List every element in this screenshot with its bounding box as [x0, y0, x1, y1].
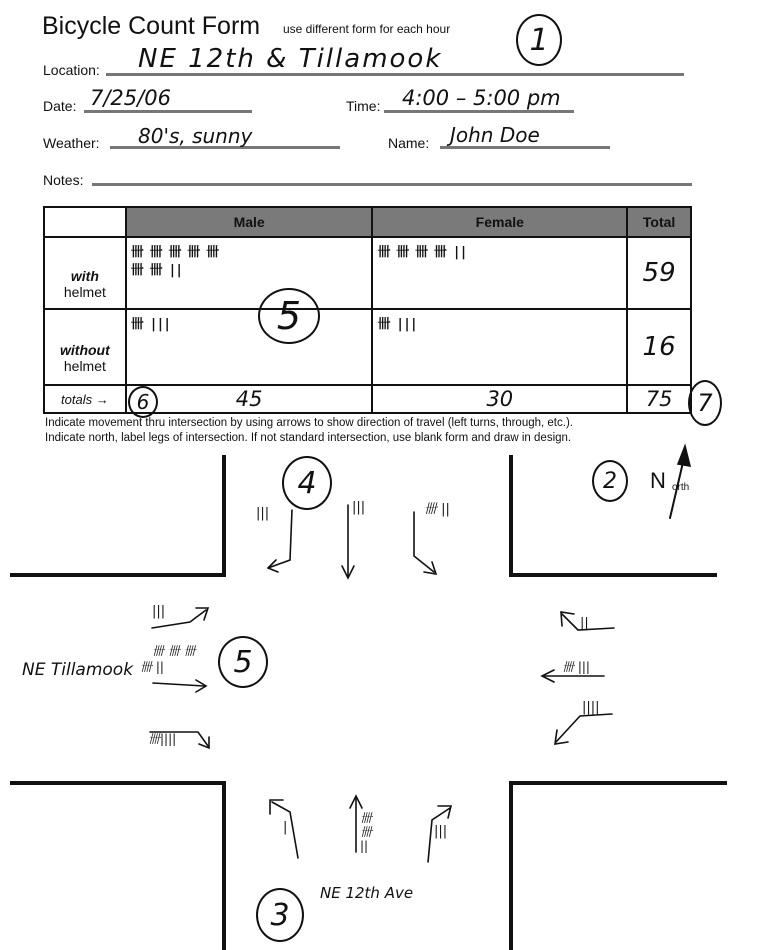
arrow-e-left — [556, 714, 612, 742]
tally-male-with: 卌 卌 卌 卌 卌 卌 卌 || — [130, 245, 219, 278]
time-value[interactable]: 4:00 – 5:00 pm — [402, 86, 561, 110]
time-line — [384, 110, 574, 113]
header-total: Total — [627, 207, 691, 237]
marker-west-leg: 5 — [218, 636, 268, 688]
south-street-label: NE 12th Ave — [320, 884, 414, 902]
tally-w-through-2: 卌 || — [140, 660, 164, 674]
row-label-with-helmet — [44, 237, 126, 309]
tally-e-left: |||| — [582, 700, 600, 715]
corner-cell — [44, 207, 126, 237]
tally-s-through-1: 卌 — [360, 811, 373, 825]
cell-female-with[interactable] — [372, 237, 627, 309]
weather-label: Weather: — [43, 135, 100, 151]
time-label: Time: — [346, 98, 381, 114]
header-male: Male — [126, 207, 373, 237]
row-label-em: without — [60, 342, 110, 358]
count-table — [43, 206, 692, 414]
tally-e-through: 卌 ||| — [562, 660, 590, 674]
tally-n-right: ||| — [256, 506, 270, 521]
tally-n-through: ||| — [352, 500, 366, 515]
north-rest: orth — [672, 482, 690, 493]
arrow-n-right — [268, 510, 292, 568]
arrow-w-through — [153, 683, 204, 686]
tally-s-right: ||| — [434, 824, 448, 839]
instruction-line-2: Indicate north, label legs of intersection. If not standard intersection, use blank form and draw in design. — [45, 432, 572, 444]
page-marker: 1 — [516, 14, 562, 66]
cell-female-total[interactable]: 30 — [372, 385, 627, 413]
marker-south-leg: 3 — [256, 888, 304, 942]
cell-grand-total[interactable]: 75 — [627, 385, 691, 413]
row-label-without-helmet — [44, 309, 126, 385]
tally-w-through-1: 卌 卌 卌 — [152, 644, 196, 658]
marker-grand: 7 — [688, 380, 722, 426]
marker-totals: 6 — [128, 386, 158, 418]
tally-female-with: 卌 卌 卌 卌 || — [377, 245, 467, 260]
location-value[interactable]: NE 12th & Tillamook — [138, 44, 443, 74]
west-street-label: NE Tillamook — [22, 660, 134, 680]
date-value[interactable]: 7/25/06 — [90, 86, 171, 110]
row-label: helmet — [63, 284, 106, 300]
form-title: Bicycle Count Form — [42, 12, 261, 40]
totals-label: totals → — [44, 385, 126, 413]
notes-label: Notes: — [43, 172, 84, 188]
location-label: Location: — [43, 62, 100, 78]
tally-male-without: 卌 ||| — [130, 317, 171, 332]
tally-e-right: || — [580, 616, 589, 631]
marker-north-arrow: 2 — [592, 460, 628, 502]
movement-arrows — [0, 440, 766, 950]
table-row — [44, 309, 691, 385]
date-line — [84, 110, 252, 113]
instruction-line-1: Indicate movement thru intersection by using arrows to show direction of travel (left turns, through, etc.). — [45, 417, 573, 429]
name-value[interactable]: John Doe — [450, 123, 540, 147]
tally-s-through-3: || — [360, 839, 369, 853]
marker-center: 5 — [258, 288, 320, 344]
arrow-n-left — [414, 512, 434, 572]
cell-total-with[interactable]: 59 — [627, 237, 691, 309]
cell-female-without[interactable] — [372, 309, 627, 385]
cell-total-without[interactable]: 16 — [627, 309, 691, 385]
row-label-em: with — [70, 268, 99, 284]
marker-north-leg: 4 — [282, 456, 332, 510]
tally-s-left: | — [283, 820, 288, 835]
form-subtitle: use different form for each hour — [283, 22, 451, 36]
notes-line[interactable] — [92, 183, 692, 186]
cell-male-with[interactable] — [126, 237, 373, 309]
tally-female-without: 卌 ||| — [377, 317, 417, 332]
tally-w-left: ||| — [152, 604, 166, 619]
row-label: helmet — [63, 358, 106, 374]
table-row — [44, 237, 691, 309]
tally-s-through-2: 卌 — [360, 825, 373, 839]
tally-n-left: 卌 || — [424, 502, 450, 517]
north-arrow-head — [678, 446, 690, 466]
north-letter: N — [650, 468, 666, 493]
name-label: Name: — [388, 135, 430, 151]
date-label: Date: — [43, 98, 77, 114]
header-female: Female — [372, 207, 627, 237]
cell-male-without[interactable] — [126, 309, 373, 385]
tally-w-right: 卌|||| — [148, 732, 177, 746]
cell-male-total[interactable]: 45 — [126, 385, 373, 413]
weather-value[interactable]: 80's, sunny — [138, 124, 253, 148]
